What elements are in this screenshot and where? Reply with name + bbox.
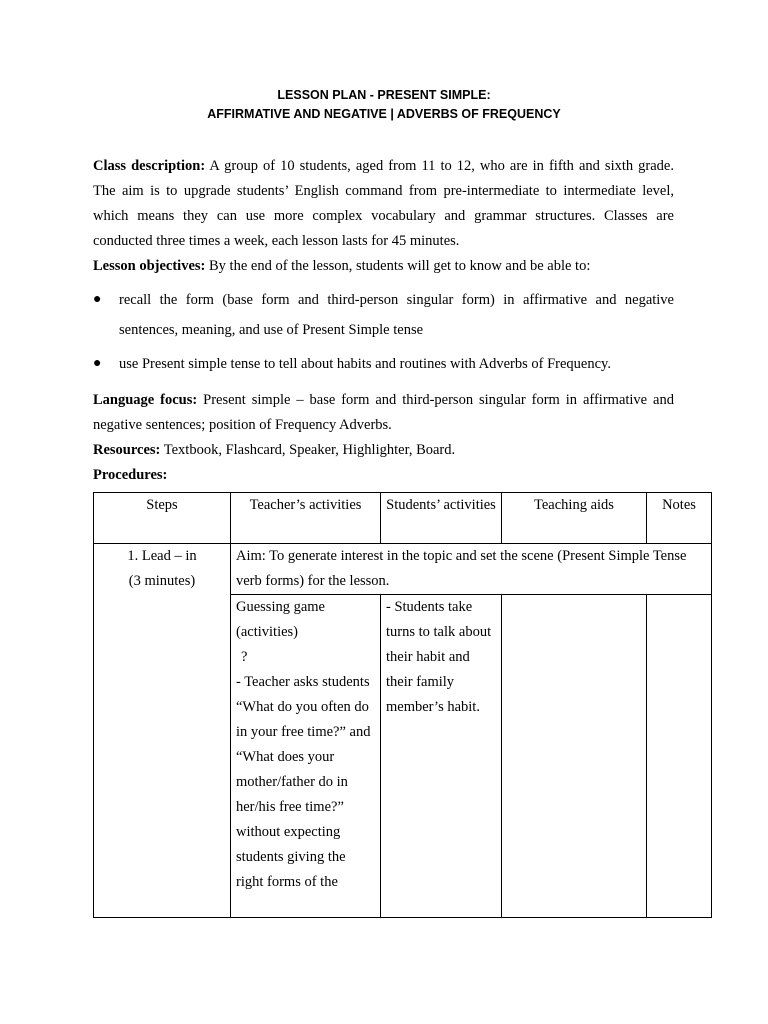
lesson-objectives-text: By the end of the lesson, students will get to know and be able to: — [205, 258, 591, 274]
language-focus-text: Present simple – base form and third-person singular form in affirmative and negative sentences; position of Frequency Adverbs. — [93, 392, 674, 433]
procedures-table — [93, 492, 712, 918]
objective-bullet-text: recall the form (base form and third-person singular form) in affirmative and negative sentences, meaning, and use of Present Simple tense — [119, 292, 674, 338]
resources-label: Resources: — [93, 442, 161, 458]
lesson-objectives — [93, 254, 674, 279]
teaching-aids-cell — [502, 595, 647, 918]
teacher-activity-mark: ? — [241, 649, 248, 665]
lesson-objectives-label: Lesson objectives: — [93, 258, 206, 274]
step-name: 1. Lead – in — [127, 548, 197, 564]
title-line-1: LESSON PLAN - PRESENT SIMPLE: — [277, 88, 491, 102]
notes-cell — [647, 595, 712, 918]
procedures-label: Procedures: — [93, 467, 168, 483]
bullet-dot-icon: ● — [93, 356, 102, 371]
procedures-heading — [93, 463, 674, 488]
class-description — [93, 154, 674, 254]
student-activity-cell: - Students take turns to talk about their habit and their family member’s habit. — [381, 595, 502, 918]
header-steps: Steps — [94, 493, 231, 544]
bullet-dot-icon: ● — [93, 292, 102, 307]
teacher-activity-detail: - Teacher asks students “What do you often do in your free time?” and “What does your mother/father do in her/his free time?” without expecting students giving the right forms of the — [236, 674, 371, 890]
resources — [93, 438, 674, 463]
table-header-row — [94, 493, 712, 544]
class-description-text: A group of 10 students, aged from 11 to 12, who are in fifth and sixth grade. The aim is to upgrade students’ English command from pre-intermediate to intermediate level, which means they can use more complex vocabulary and grammar structures. Classes are conducted three times a week, each lesson lasts for 45 minutes. — [93, 158, 674, 249]
step-duration: (3 minutes) — [128, 573, 196, 589]
header-teaching-aids: Teaching aids — [502, 493, 647, 544]
aim-cell: Aim: To generate interest in the topic and set the scene (Present Simple Tense verb forms) for the lesson. — [231, 544, 712, 595]
teacher-activity-title: Guessing game (activities) — [236, 599, 325, 640]
step-cell — [94, 544, 231, 918]
objective-bullet-2 — [93, 349, 674, 379]
language-focus-label: Language focus: — [93, 392, 198, 408]
teacher-activity-cell — [231, 595, 381, 918]
title-line-2: AFFIRMATIVE AND NEGATIVE | ADVERBS OF FREQUENCY — [207, 107, 561, 121]
resources-text: Textbook, Flashcard, Speaker, Highlighter, Board. — [160, 442, 456, 458]
header-notes: Notes — [647, 493, 712, 544]
objective-bullet-1 — [93, 285, 674, 345]
objective-bullet-text: use Present simple tense to tell about habits and routines with Adverbs of Frequency. — [119, 356, 611, 372]
table-row — [94, 544, 712, 595]
header-teacher-activities: Teacher’s activities — [231, 493, 381, 544]
header-students-activities: Students’ activities — [381, 493, 502, 544]
class-description-label: Class description: — [93, 158, 206, 174]
language-focus — [93, 388, 674, 438]
